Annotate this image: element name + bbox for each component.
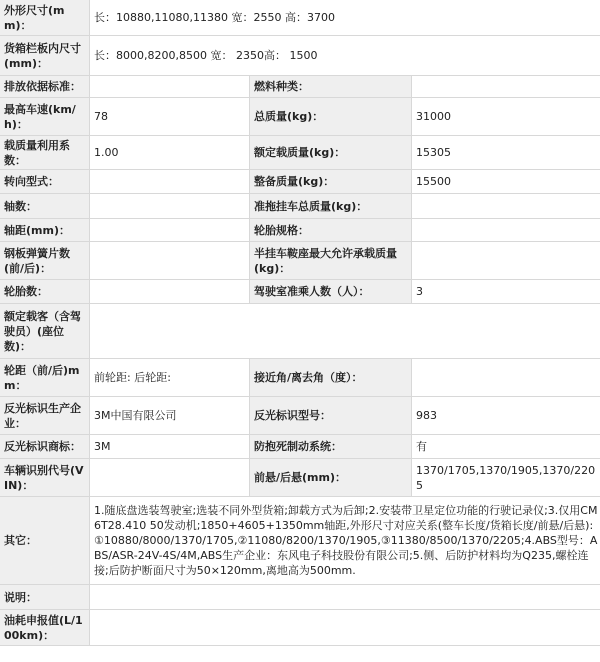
saddle-load-value: [412, 242, 600, 280]
axle-count-value: [90, 194, 250, 219]
cargo-box-label: 货箱栏板内尺寸(mm)：: [0, 36, 90, 76]
approach-departure-value: [412, 359, 600, 397]
row-springs: [0, 242, 600, 280]
load-utilization-label: 载质量利用系数：: [0, 136, 90, 170]
row-dimensions: [0, 0, 600, 36]
cargo-box-value: 长：8000,8200,8500 宽： 2350高： 1500: [90, 36, 600, 76]
rated-passengers-value: [90, 304, 600, 359]
max-speed-value: 78: [90, 98, 250, 136]
tire-spec-label: 轮胎规格：: [250, 219, 412, 242]
spring-leaves-value: [90, 242, 250, 280]
row-cargo-box: [0, 36, 600, 76]
rated-passengers-label: 额定载客（含驾驶员）(座位数)：: [0, 304, 90, 359]
row-reflector-brand: [0, 435, 600, 459]
steering-value: [90, 170, 250, 194]
other-value: 1.随底盘选装驾驶室;选装不同外型货箱;卸载方式为后卸;2.安装带卫星定位功能的行驶记录仪;3.仅用CM6T28.410 50发动机;1850+4605+1350mm轴距,外形尺寸对应关系(整车长度/货箱长度/前悬/后悬):①10880/8000/1370/1705,②11080/8200/1370/1905,③11380/8500/1370/2205;4.ABS型号：ABS/ASR-24V-4S/4M,ABS生产企业：东风电子科技股份有限公司;5.侧、后防护材料均为Q235,螺栓连接;后防护断面尺寸为50×120mm,离地高为500mm.: [90, 497, 600, 585]
other-label: 其它：: [0, 497, 90, 585]
load-utilization-value: 1.00: [90, 136, 250, 170]
vin-label: 车辆识别代号(VIN)：: [0, 459, 90, 497]
curb-mass-label: 整备质量(kg)：: [250, 170, 412, 194]
steering-label: 转向型式：: [0, 170, 90, 194]
axle-count-label: 轴数：: [0, 194, 90, 219]
curb-mass-value: 15500: [412, 170, 600, 194]
rated-load-value: 15305: [412, 136, 600, 170]
row-track: [0, 359, 600, 397]
abs-value: 有: [412, 435, 600, 459]
trailer-mass-value: [412, 194, 600, 219]
max-speed-label: 最高车速(km/h)：: [0, 98, 90, 136]
reflector-brand-value: 3M: [90, 435, 250, 459]
trailer-mass-label: 准拖挂车总质量(kg)：: [250, 194, 412, 219]
reflector-brand-label: 反光标识商标：: [0, 435, 90, 459]
wheelbase-value: [90, 219, 250, 242]
tire-count-value: [90, 280, 250, 304]
overhang-value: 1370/1705,1370/1905,1370/2205: [412, 459, 600, 497]
fuel-consumption-label: 油耗申报值(L/100km)：: [0, 610, 90, 646]
spring-leaves-label: 钢板弹簧片数(前/后)：: [0, 242, 90, 280]
saddle-load-label: 半挂车鞍座最大允许承载质量(kg)：: [250, 242, 412, 280]
tire-count-label: 轮胎数：: [0, 280, 90, 304]
row-vin: [0, 459, 600, 497]
row-speed: [0, 98, 600, 136]
track-width-label: 轮距（前/后)mm：: [0, 359, 90, 397]
row-emission: [0, 76, 600, 98]
reflector-model-label: 反光标识型号：: [250, 397, 412, 435]
track-width-value: 前轮距: 后轮距:: [90, 359, 250, 397]
fuel-type-label: 燃料种类：: [250, 76, 412, 98]
abs-label: 防抱死制动系统：: [250, 435, 412, 459]
fuel-consumption-value: [90, 610, 600, 646]
vin-value: [90, 459, 250, 497]
row-reflector-maker: [0, 397, 600, 435]
reflector-model-value: 983: [412, 397, 600, 435]
row-other: [0, 497, 600, 585]
overhang-label: 前悬/后悬(mm)：: [250, 459, 412, 497]
dimensions-label: 外形尺寸(mm)：: [0, 0, 90, 36]
total-mass-label: 总质量(kg)：: [250, 98, 412, 136]
total-mass-value: 31000: [412, 98, 600, 136]
row-tires: [0, 280, 600, 304]
fuel-type-value: [412, 76, 600, 98]
row-note: [0, 585, 600, 610]
dimensions-value: 长：10880,11080,11380 宽：2550 高：3700: [90, 0, 600, 36]
row-passengers: [0, 304, 600, 359]
approach-departure-label: 接近角/离去角（度）：: [250, 359, 412, 397]
tire-spec-value: [412, 219, 600, 242]
reflector-maker-label: 反光标识生产企业：: [0, 397, 90, 435]
row-steering: [0, 170, 600, 194]
row-fuel-consumption: [0, 610, 600, 646]
cab-seats-label: 驾驶室准乘人数（人）：: [250, 280, 412, 304]
wheelbase-label: 轴距(mm)：: [0, 219, 90, 242]
note-value: [90, 585, 600, 610]
reflector-maker-value: 3M中国有限公司: [90, 397, 250, 435]
rated-load-label: 额定载质量(kg)：: [250, 136, 412, 170]
row-axles: [0, 194, 600, 219]
row-load-utilization: [0, 136, 600, 170]
cab-seats-value: 3: [412, 280, 600, 304]
row-wheelbase: [0, 219, 600, 242]
emission-label: 排放依据标准：: [0, 76, 90, 98]
note-label: 说明：: [0, 585, 90, 610]
emission-value: [90, 76, 250, 98]
